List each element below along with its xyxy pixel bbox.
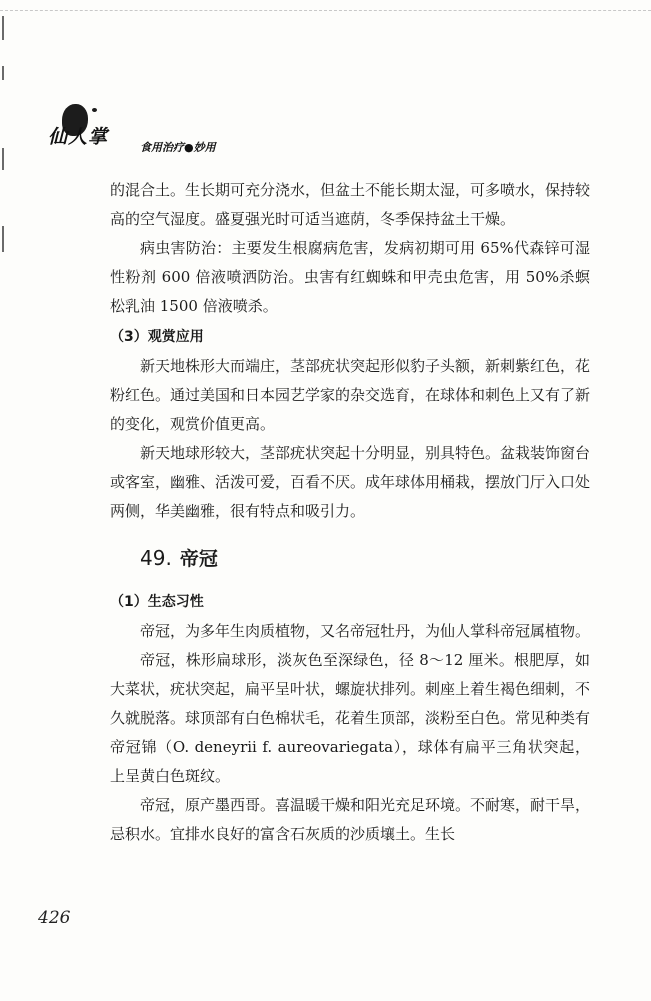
paragraph: 新天地株形大而端庄，茎部疣状突起形似豹子头额，新刺紫红色，花粉红色。通过美国和日本园艺学家的杂交选育，在球体和刺色上又有了新的变化，观赏价值更高。 (110, 357, 591, 433)
body-text (110, 176, 590, 849)
scan-edge-mark (2, 66, 4, 80)
scan-edge-mark (2, 226, 4, 252)
paragraph: 新天地球形较大，茎部疣状突起十分明显，别具特色。盆栽装饰窗台或客室，幽雅、活泼可爱，百看不厌。成年球体用桶栽，摆放门厅入口处两侧，华美幽雅，很有特点和吸引力。 (110, 444, 591, 520)
page-number: 426 (38, 908, 71, 928)
header-logo-dot (92, 108, 97, 112)
section-heading: （1）生态习性 (110, 594, 204, 610)
running-header (40, 100, 240, 160)
paragraph: 帝冠，原产墨西哥。喜温暖干燥和阳光充足环境。不耐寒，耐干旱，忌积水。宜排水良好的富含石灰质的沙质壤土。生长 (110, 796, 591, 843)
paragraph: 的混合土。生长期可充分浇水，但盆土不能长期太湿，可多喷水，保持较高的空气湿度。盛夏强光时可适当遮荫，冬季保持盆土干燥。 (110, 181, 591, 228)
scan-edge-mark (2, 16, 4, 40)
chapter-number: 49. (140, 546, 172, 570)
paragraph: 病虫害防治：主要发生根腐病危害，发病初期可用 65%代森锌可湿性粉剂 600 倍液喷洒防治。虫害有红蜘蛛和甲壳虫危害，用 50%杀螟松乳油 1500 倍液喷杀。 (110, 239, 590, 315)
section-heading: （3）观赏应用 (110, 329, 204, 345)
chapter-title: 帝冠 (179, 548, 218, 570)
header-logo-text: 仙人掌 (48, 126, 109, 148)
scan-top-edge (0, 10, 651, 11)
chapter-heading (110, 544, 590, 574)
paragraph: 帝冠，株形扁球形，淡灰色至深绿色，径 8～12 厘米。根肥厚，如大菜状，疣状突起，扁平呈叶状，螺旋状排列。刺座上着生褐色细刺，不久就脱落。球顶部有白色棉状毛，花着生顶部，淡粉至白色。常见种类有帝冠锦（O. deneyrii f. aureovariegata），球体有扁平三角状突起，上呈黄白色斑纹。 (110, 651, 591, 785)
header-subtitle: 食用治疗●妙用 (140, 141, 216, 154)
paragraph: 帝冠，为多年生肉质植物，又名帝冠牡丹，为仙人掌科帝冠属植物。 (140, 622, 591, 640)
scan-edge-mark (2, 148, 4, 170)
